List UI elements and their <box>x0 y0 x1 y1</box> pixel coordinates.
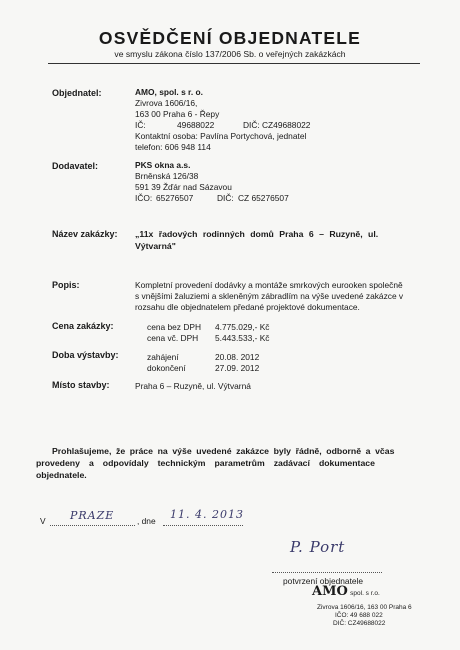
cena-bez: 4.775.029,- Kč <box>215 322 270 332</box>
dodavatel-name: PKS okna a.s. <box>135 160 191 170</box>
zakazka-label: Název zakázky: <box>52 229 118 239</box>
objednatel-contact: Kontaktní osoba: Pavlína Portychová, jednatel <box>135 131 307 141</box>
objednatel-dic-label: DIČ: <box>243 120 260 130</box>
zakazka-line2: Výtvarná" <box>135 241 176 251</box>
doba-end-label: dokončení <box>147 363 186 373</box>
dodavatel-dic: CZ 65276507 <box>238 193 289 203</box>
place-dotted-line <box>50 525 135 526</box>
signing-place: PRAZE <box>70 509 115 522</box>
objednatel-label: Objednatel: <box>52 88 102 98</box>
stamp-line-2: IČO: 49 688 022 <box>335 612 383 619</box>
objednatel-ic: 49688022 <box>177 120 215 130</box>
signing-date: 11. 4. 2013 <box>170 508 244 521</box>
zakazka-line1: „11x řadových rodinných domů Praha 6 – Ruzyně, ul. <box>135 229 379 239</box>
document-subtitle: ve smyslu zákona číslo 137/2006 Sb. o veřejných zakázkách <box>114 49 346 59</box>
signature-dotted-line <box>272 572 382 573</box>
dodavatel-ico-row <box>135 193 289 204</box>
stamp-logo: AMO <box>312 584 348 599</box>
popis-line-2: s vnějšími žaluziemi a skleněným zábradlím na výše uvedené zakázce v <box>135 291 404 301</box>
declaration-line-2: provedeny a odpovídaly technickým parametrům zadávací dokumentace <box>36 458 375 468</box>
title-divider <box>48 63 420 64</box>
confirm-label: potvrzení objednatele <box>283 576 364 586</box>
cena-bez-label: cena bez DPH <box>147 322 201 332</box>
stamp-logo-row <box>312 586 380 599</box>
popis-line-1: Kompletní provedení dodávky a montáže smrkových eurooken společně <box>135 280 403 290</box>
dodavatel-street: Brněnská 126/38 <box>135 171 199 181</box>
dodavatel-dic-label: DIČ: <box>217 193 234 203</box>
doba-label: Doba výstavby: <box>52 350 119 360</box>
cena-vc: 5.443.533,- Kč <box>215 333 270 343</box>
popis-line-3: rozsahu dle objednatelem předané projektové dokumentace. <box>135 302 360 312</box>
declaration-line-1: Prohlašujeme, že práce na výše uvedené zakázce byly řádně, odborně a včas <box>52 446 395 456</box>
signature: P. Port <box>290 538 346 556</box>
cena-vc-label: cena vč. DPH <box>147 333 199 343</box>
objednatel-ic-label: IČ: <box>135 120 146 130</box>
doba-start: 20.08. 2012 <box>215 352 260 362</box>
dodavatel-ico-label: IČO: <box>135 193 153 203</box>
signing-v-label: V <box>40 516 46 526</box>
stamp-line-1: Zivrova 1606/16, 163 00 Praha 6 <box>317 604 412 611</box>
dodavatel-ico: 65276507 <box>156 193 194 203</box>
declaration-line-3: objednatele. <box>36 470 87 480</box>
objednatel-name: AMO, spol. s r. o. <box>135 87 203 97</box>
doba-start-label: zahájení <box>147 352 179 362</box>
objednatel-street: Zivrova 1606/16, <box>135 98 198 108</box>
objednatel-dic: CZ49688022 <box>262 120 311 130</box>
dodavatel-label: Dodavatel: <box>52 161 99 171</box>
misto-value: Praha 6 – Ruzyně, ul. Výtvarná <box>135 381 251 391</box>
objednatel-city: 163 00 Praha 6 - Řepy <box>135 109 220 119</box>
objednatel-ic-row <box>135 120 311 131</box>
stamp-logo-suffix: spol. s r.o. <box>350 590 380 597</box>
document-title: OSVĚDČENÍ OBJEDNATELE <box>98 28 362 48</box>
doba-end: 27.09. 2012 <box>215 363 260 373</box>
popis-label: Popis: <box>52 280 80 290</box>
objednatel-phone: telefon: 606 948 114 <box>135 142 211 152</box>
dodavatel-city: 591 39 Žďár nad Sázavou <box>135 182 232 192</box>
signing-dne-label: , dne <box>137 516 156 526</box>
misto-label: Místo stavby: <box>52 380 110 390</box>
date-dotted-line <box>163 525 243 526</box>
cena-label: Cena zakázky: <box>52 321 114 331</box>
stamp-line-3: DIČ: CZ49688022 <box>333 620 386 627</box>
